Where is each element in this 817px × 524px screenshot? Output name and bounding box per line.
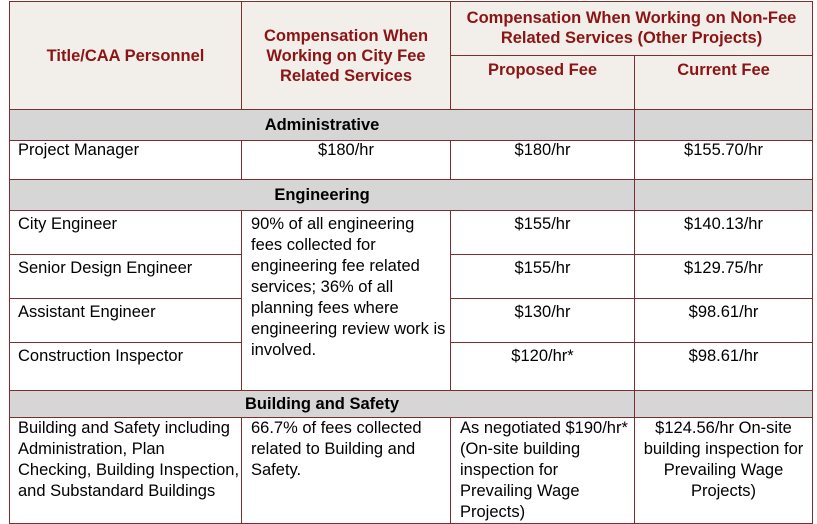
section-filler [635, 180, 813, 211]
title-construction-inspector: Construction Inspector [10, 343, 242, 391]
section-filler [635, 110, 813, 141]
header-non-fee: Compensation When Working on Non-Fee Related Services (Other Projects) [451, 2, 813, 56]
current-fee-city-engineer: $140.13/hr [635, 211, 813, 255]
city-fee-project-manager: $180/hr [242, 141, 451, 180]
title-senior-design-engineer: Senior Design Engineer [10, 255, 242, 299]
proposed-fee-building-and-safety: As negotiated $190/hr* (On-site building inspection for Prevailing Wage Projects) [451, 418, 635, 524]
table-row [10, 211, 813, 255]
title-building-and-safety: Building and Safety including Administration, Plan Checking, Building Inspection, and Substandard Buildings [10, 418, 242, 524]
proposed-fee-city-engineer: $155/hr [451, 211, 635, 255]
city-fee-building-and-safety: 66.7% of fees collected related to Building and Safety. [242, 418, 451, 524]
proposed-fee-senior-design-engineer: $155/hr [451, 255, 635, 299]
header-proposed-fee: Proposed Fee [451, 56, 635, 110]
section-row-engineering [10, 180, 813, 211]
proposed-fee-assistant-engineer: $130/hr [451, 299, 635, 343]
proposed-fee-project-manager: $180/hr [451, 141, 635, 180]
section-administrative: Administrative [10, 110, 635, 141]
title-assistant-engineer: Assistant Engineer [10, 299, 242, 343]
engineering-city-fee: 90% of all engineering fees collected for engineering fee related services; 36% of all planning fees where engineering review work is involved. [242, 211, 451, 391]
header-title-personnel: Title/CAA Personnel [10, 2, 242, 110]
fee-schedule-table [9, 1, 813, 524]
section-row-building [10, 391, 813, 418]
section-engineering: Engineering [10, 180, 635, 211]
title-project-manager: Project Manager [10, 141, 242, 180]
current-fee-construction-inspector: $98.61/hr [635, 343, 813, 391]
header-row [10, 2, 813, 56]
current-fee-senior-design-engineer: $129.75/hr [635, 255, 813, 299]
current-fee-project-manager: $155.70/hr [635, 141, 813, 180]
header-city-fee: Compensation When Working on City Fee Related Services [242, 2, 451, 110]
proposed-fee-construction-inspector: $120/hr* [451, 343, 635, 391]
header-current-fee: Current Fee [635, 56, 813, 110]
current-fee-building-and-safety: $124.56/hr On-site building inspection for Prevailing Wage Projects) [635, 418, 813, 524]
current-fee-assistant-engineer: $98.61/hr [635, 299, 813, 343]
section-row-administrative [10, 110, 813, 141]
table-row [10, 418, 813, 524]
section-building-and-safety: Building and Safety [10, 391, 635, 418]
section-filler [635, 391, 813, 418]
table-row [10, 141, 813, 180]
title-city-engineer: City Engineer [10, 211, 242, 255]
